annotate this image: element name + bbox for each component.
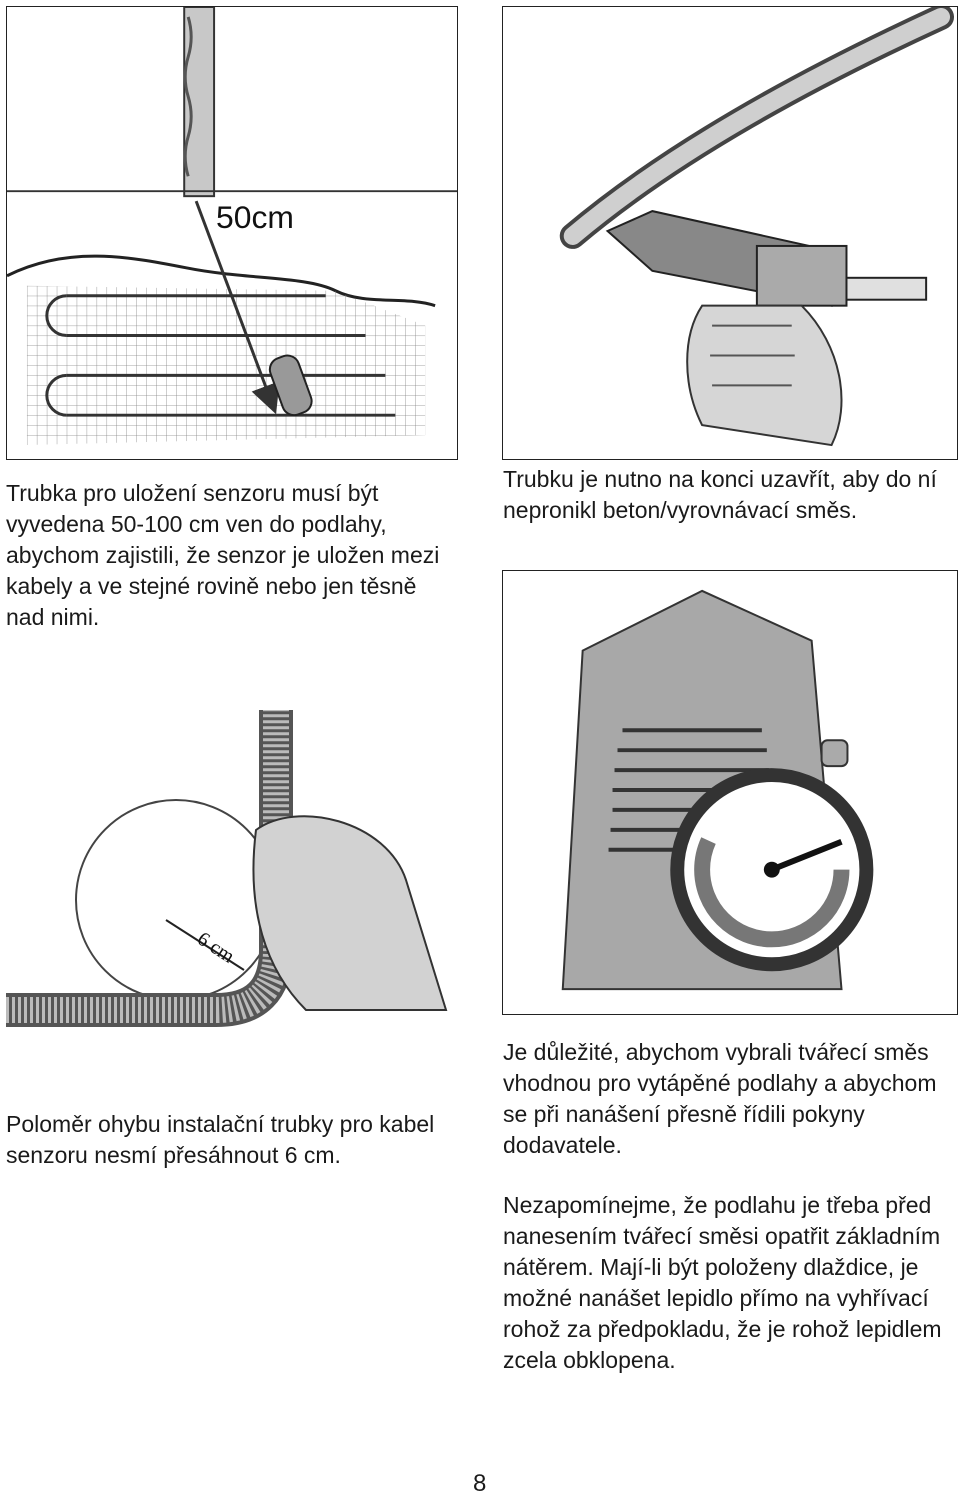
glue-gun-illustration	[502, 6, 958, 460]
page-number: 8	[473, 1470, 487, 1497]
sensor-tube-illustration	[6, 6, 458, 460]
caption-close-tube: Trubku je nutno na konci uzavřít, aby do ní nepronikl beton/vyrovnávací směs.	[503, 466, 937, 523]
caption-leveling-compound-1: Je důležité, abychom vybrali tvářecí směs vhodnou pro vytápěné podlahy a abychom se při nanášení přesně řídili pokyny dodavatele.	[503, 1039, 937, 1158]
bag-stopwatch-illustration	[502, 570, 958, 1015]
distance-label: 50cm	[216, 199, 294, 236]
bend-radius-illustration	[6, 710, 456, 1090]
radius-label: 6 cm	[193, 927, 239, 968]
caption-bend-radius: Poloměr ohybu instalační trubky pro kabel senzoru nesmí přesáhnout 6 cm.	[6, 1111, 435, 1168]
caption-leveling-compound-2: Nezapomínejme, že podlahu je třeba před nanesením tvářecí směsi opatřit základním nátěrem. Mají-li být položeny dlaždice, je možné nanášet lepidlo přímo na vyhřívací rohož za předpokladu, že je rohož lepidlem zcela obklopena.	[503, 1192, 942, 1373]
caption-sensor-tube: Trubka pro uložení senzoru musí být vyvedena 50-100 cm ven do podlahy, abychom zajistili, že senzor je uložen mezi kabely a ve stejné rovině nebo jen těsně nad nimi.	[6, 480, 440, 630]
